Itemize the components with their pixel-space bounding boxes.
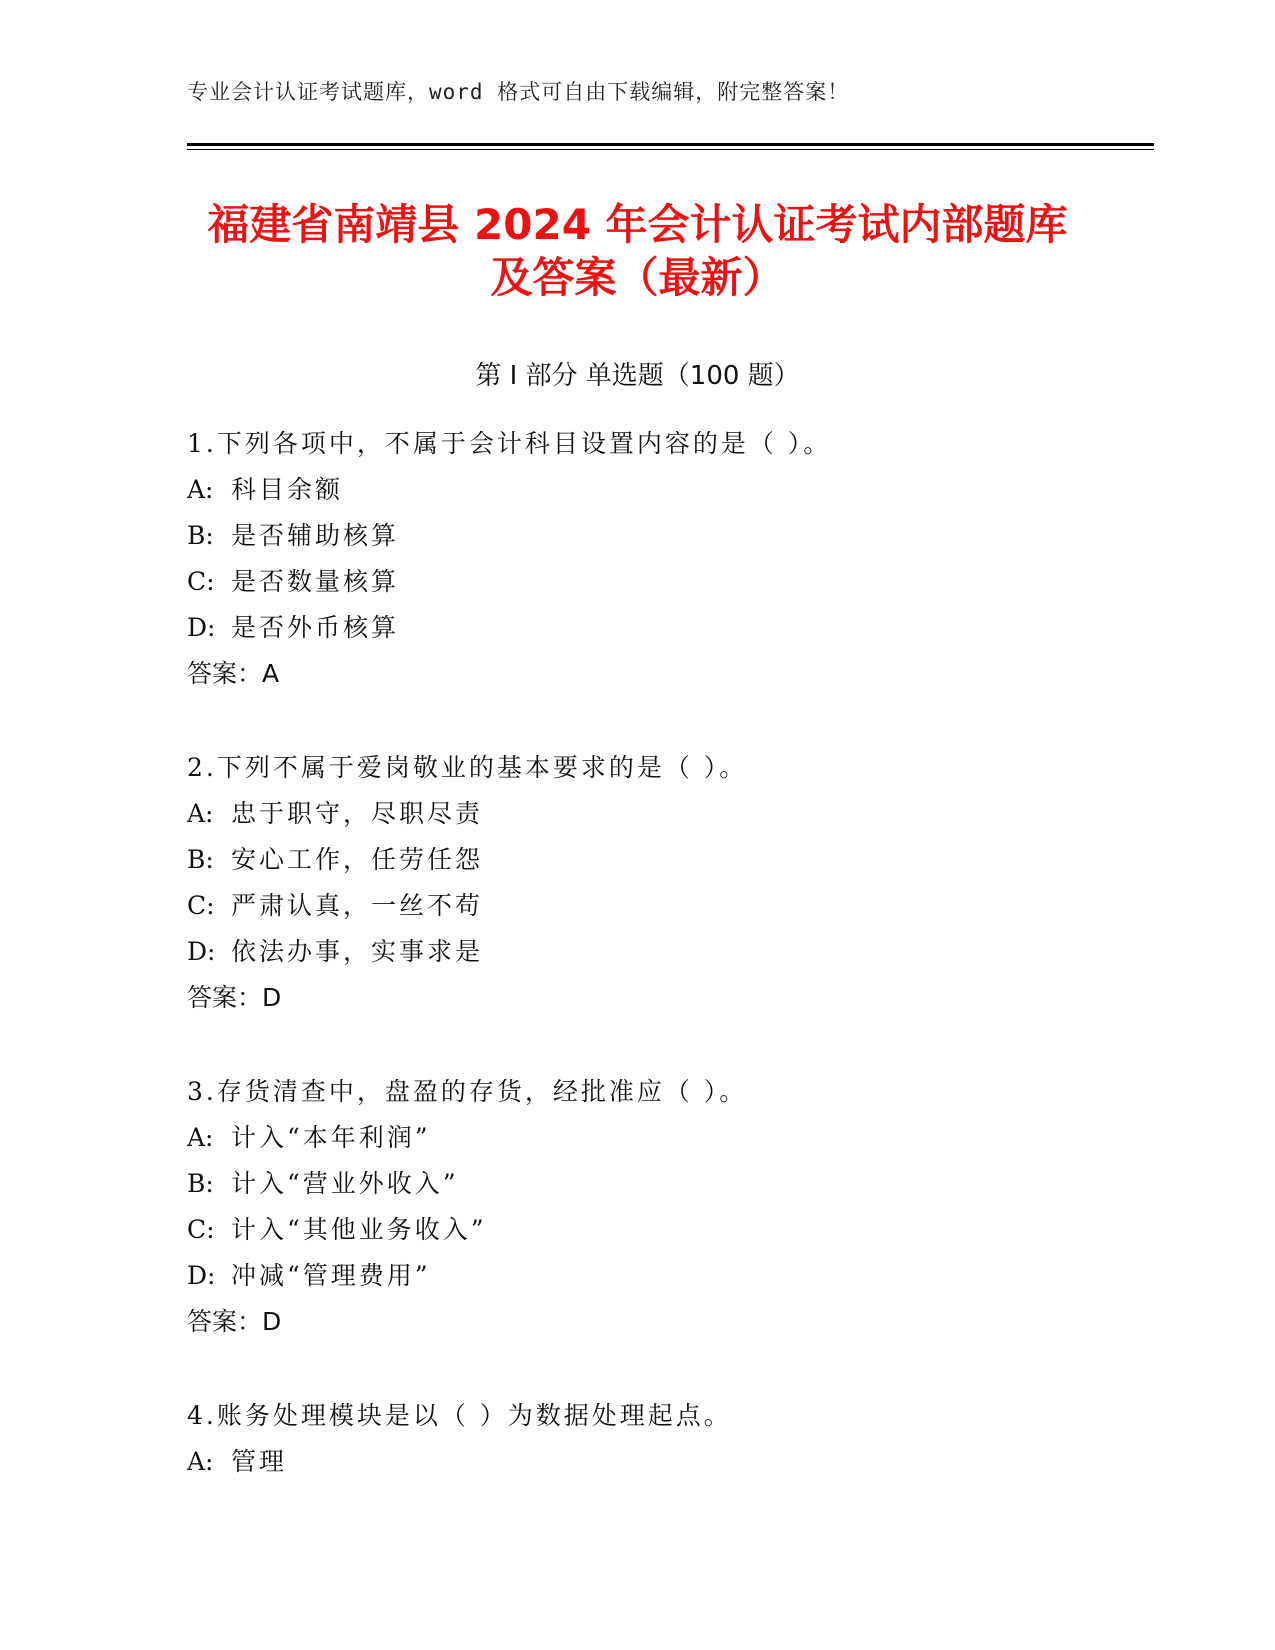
option-a	[187, 791, 1137, 837]
answer-line: 答案：A	[187, 659, 280, 688]
option-text: 安心工作，任劳任怨	[231, 845, 484, 874]
question-2	[187, 745, 1137, 1021]
option-letter: D:	[187, 1261, 216, 1290]
question-4	[187, 1393, 1137, 1485]
option-text: 是否外币核算	[231, 613, 400, 642]
option-letter: C:	[187, 891, 215, 920]
option-letter: A:	[187, 475, 214, 504]
option-letter: D:	[187, 937, 216, 966]
option-letter: C:	[187, 567, 215, 596]
option-letter: D:	[187, 613, 216, 642]
option-b	[187, 513, 1137, 559]
option-text: 严肃认真，一丝不苟	[231, 891, 484, 920]
question-stem: 1.下列各项中，不属于会计科目设置内容的是（ ）。	[187, 429, 832, 458]
option-a	[187, 1115, 1137, 1161]
header-note: 专业会计认证考试题库，word 格式可自由下载编辑，附完整答案！	[187, 80, 850, 104]
question-stem: 4.账务处理模块是以（ ）为数据处理起点。	[187, 1401, 732, 1430]
option-letter: A:	[187, 1447, 214, 1476]
question-1	[187, 421, 1137, 697]
option-a	[187, 467, 1137, 513]
option-b	[187, 1161, 1137, 1207]
option-text: 科目余额	[231, 475, 344, 504]
document-title-line-1: 福建省南靖县 2024 年会计认证考试内部题库	[207, 200, 1068, 249]
option-c	[187, 883, 1137, 929]
question-stem: 3.存货清查中，盘盈的存货，经批准应（ ）。	[187, 1077, 748, 1106]
option-d	[187, 605, 1137, 651]
option-letter: B:	[187, 521, 214, 550]
option-text: 计入“营业外收入”	[231, 1169, 459, 1198]
option-c	[187, 559, 1137, 605]
answer-line: 答案：D	[187, 983, 282, 1012]
option-text: 忠于职守，尽职尽责	[231, 799, 484, 828]
option-d	[187, 1253, 1137, 1299]
option-letter: A:	[187, 799, 214, 828]
option-c	[187, 1207, 1137, 1253]
header-divider-thick	[187, 143, 1154, 146]
question-stem: 2.下列不属于爱岗敬业的基本要求的是（ ）。	[187, 753, 748, 782]
option-text: 计入“本年利润”	[231, 1123, 431, 1152]
option-letter: B:	[187, 845, 214, 874]
option-text: 是否辅助核算	[231, 521, 400, 550]
section-heading: 第 I 部分 单选题（100 题）	[475, 361, 800, 391]
option-letter: C:	[187, 1215, 215, 1244]
option-text: 是否数量核算	[231, 567, 400, 596]
option-b	[187, 837, 1137, 883]
header-divider-thin	[187, 149, 1154, 150]
document-title-line-2: 及答案（最新）	[490, 253, 785, 302]
option-text: 管理	[231, 1447, 288, 1476]
option-letter: B:	[187, 1169, 214, 1198]
option-letter: A:	[187, 1123, 214, 1152]
option-text: 冲减“管理费用”	[231, 1261, 431, 1290]
option-text: 依法办事，实事求是	[231, 937, 484, 966]
option-d	[187, 929, 1137, 975]
question-3	[187, 1069, 1137, 1345]
option-text: 计入“其他业务收入”	[231, 1215, 487, 1244]
option-a	[187, 1439, 1137, 1485]
answer-line: 答案：D	[187, 1307, 282, 1336]
